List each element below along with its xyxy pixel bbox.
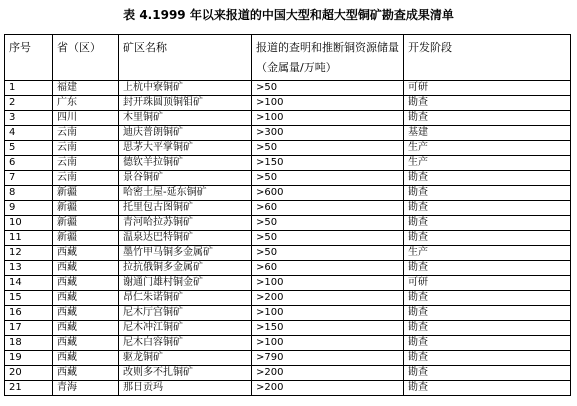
cell-reserves: >50 xyxy=(252,246,404,261)
cell-mine-name: 托里包古图铜矿 xyxy=(119,201,252,216)
header-reserves: 报道的查明和推断铜资源储量（金属量/万吨） xyxy=(252,35,404,81)
cell-index: 16 xyxy=(5,306,53,321)
cell-mine-name: 尼木厅宫铜矿 xyxy=(119,306,252,321)
table-row xyxy=(5,321,571,336)
table-row xyxy=(5,276,571,291)
table-title: 表 4.1999 年以来报道的中国大型和超大型铜矿勘查成果清单 xyxy=(123,8,454,22)
cell-mine-name: 那日贡玛 xyxy=(119,381,252,396)
cell-mine-name: 温泉达巴特铜矿 xyxy=(119,231,252,246)
cell-stage: 勘查 xyxy=(404,336,571,351)
cell-province: 新疆 xyxy=(53,201,119,216)
cell-stage: 勘查 xyxy=(404,261,571,276)
cell-mine-name: 驱龙铜矿 xyxy=(119,351,252,366)
cell-mine-name: 拉抗俄铜多金属矿 xyxy=(119,261,252,276)
cell-reserves: >50 xyxy=(252,81,404,96)
cell-reserves: >100 xyxy=(252,336,404,351)
cell-reserves: >200 xyxy=(252,291,404,306)
cell-province: 西藏 xyxy=(53,246,119,261)
cell-mine-name: 木里铜矿 xyxy=(119,111,252,126)
cell-mine-name: 墨竹甲马铜多金属矿 xyxy=(119,246,252,261)
table-row xyxy=(5,381,571,396)
cell-index: 20 xyxy=(5,366,53,381)
cell-stage: 勘查 xyxy=(404,216,571,231)
cell-index: 19 xyxy=(5,351,53,366)
cell-index: 14 xyxy=(5,276,53,291)
cell-mine-name: 尼木冲江铜矿 xyxy=(119,321,252,336)
table-row xyxy=(5,231,571,246)
cell-mine-name: 青河哈拉苏铜矿 xyxy=(119,216,252,231)
cell-province: 云南 xyxy=(53,171,119,186)
cell-stage: 生产 xyxy=(404,141,571,156)
table-row xyxy=(5,126,571,141)
cell-reserves: >300 xyxy=(252,126,404,141)
cell-stage: 勘查 xyxy=(404,351,571,366)
cell-province: 西藏 xyxy=(53,261,119,276)
cell-stage: 勘查 xyxy=(404,201,571,216)
cell-stage: 勘查 xyxy=(404,381,571,396)
table-row xyxy=(5,366,571,381)
cell-province: 西藏 xyxy=(53,351,119,366)
cell-province: 云南 xyxy=(53,126,119,141)
cell-mine-name: 尼木白容铜矿 xyxy=(119,336,252,351)
cell-reserves: >200 xyxy=(252,366,404,381)
cell-index: 5 xyxy=(5,141,53,156)
cell-reserves: >600 xyxy=(252,186,404,201)
header-row xyxy=(5,35,571,81)
cell-mine-name: 思茅大平掌铜矿 xyxy=(119,141,252,156)
cell-mine-name: 封开珠圆顶铜钼矿 xyxy=(119,96,252,111)
table-row xyxy=(5,351,571,366)
table-row xyxy=(5,186,571,201)
cell-index: 7 xyxy=(5,171,53,186)
cell-reserves: >200 xyxy=(252,381,404,396)
cell-reserves: >150 xyxy=(252,156,404,171)
cell-mine-name: 谢通门雄村铜金矿 xyxy=(119,276,252,291)
table-row xyxy=(5,291,571,306)
table-row xyxy=(5,141,571,156)
cell-reserves: >790 xyxy=(252,351,404,366)
cell-index: 21 xyxy=(5,381,53,396)
cell-province: 新疆 xyxy=(53,186,119,201)
cell-stage: 勘查 xyxy=(404,96,571,111)
cell-stage: 生产 xyxy=(404,156,571,171)
cell-index: 4 xyxy=(5,126,53,141)
cell-reserves: >100 xyxy=(252,111,404,126)
table-row xyxy=(5,111,571,126)
cell-province: 福建 xyxy=(53,81,119,96)
table-row xyxy=(5,336,571,351)
cell-reserves: >100 xyxy=(252,276,404,291)
cell-index: 1 xyxy=(5,81,53,96)
cell-index: 15 xyxy=(5,291,53,306)
cell-province: 西藏 xyxy=(53,321,119,336)
cell-reserves: >50 xyxy=(252,171,404,186)
cell-index: 12 xyxy=(5,246,53,261)
cell-province: 新疆 xyxy=(53,216,119,231)
cell-index: 9 xyxy=(5,201,53,216)
table-row xyxy=(5,246,571,261)
cell-province: 云南 xyxy=(53,141,119,156)
cell-reserves: >100 xyxy=(252,96,404,111)
table-row xyxy=(5,261,571,276)
cell-stage: 基建 xyxy=(404,126,571,141)
cell-reserves: >50 xyxy=(252,141,404,156)
cell-mine-name: 上杭中寮铜矿 xyxy=(119,81,252,96)
cell-reserves: >50 xyxy=(252,231,404,246)
header-mine: 矿区名称 xyxy=(119,35,252,81)
table-row xyxy=(5,81,571,96)
cell-stage: 勘查 xyxy=(404,306,571,321)
cell-province: 云南 xyxy=(53,156,119,171)
table-row xyxy=(5,156,571,171)
table-row xyxy=(5,201,571,216)
header-index: 序号 xyxy=(5,35,53,81)
cell-reserves: >60 xyxy=(252,261,404,276)
cell-province: 青海 xyxy=(53,381,119,396)
cell-province: 广东 xyxy=(53,96,119,111)
cell-stage: 勘查 xyxy=(404,291,571,306)
cell-stage: 勘查 xyxy=(404,111,571,126)
cell-reserves: >60 xyxy=(252,201,404,216)
cell-index: 10 xyxy=(5,216,53,231)
cell-mine-name: 景谷铜矿 xyxy=(119,171,252,186)
cell-province: 西藏 xyxy=(53,276,119,291)
cell-reserves: >150 xyxy=(252,321,404,336)
cell-province: 西藏 xyxy=(53,291,119,306)
copper-mine-table xyxy=(4,34,571,396)
cell-stage: 勘查 xyxy=(404,366,571,381)
table-row xyxy=(5,306,571,321)
cell-index: 17 xyxy=(5,321,53,336)
cell-index: 2 xyxy=(5,96,53,111)
cell-reserves: >50 xyxy=(252,216,404,231)
cell-index: 18 xyxy=(5,336,53,351)
cell-mine-name: 迪庆普朗铜矿 xyxy=(119,126,252,141)
cell-index: 3 xyxy=(5,111,53,126)
cell-index: 6 xyxy=(5,156,53,171)
cell-province: 西藏 xyxy=(53,366,119,381)
cell-stage: 可研 xyxy=(404,81,571,96)
header-province: 省（区） xyxy=(53,35,119,81)
cell-province: 四川 xyxy=(53,111,119,126)
cell-stage: 勘查 xyxy=(404,231,571,246)
cell-stage: 生产 xyxy=(404,246,571,261)
cell-province: 西藏 xyxy=(53,336,119,351)
cell-index: 13 xyxy=(5,261,53,276)
cell-province: 新疆 xyxy=(53,231,119,246)
cell-province: 西藏 xyxy=(53,306,119,321)
cell-reserves: >100 xyxy=(252,306,404,321)
cell-mine-name: 哈密土屋-延东铜矿 xyxy=(119,186,252,201)
cell-index: 11 xyxy=(5,231,53,246)
table-row xyxy=(5,216,571,231)
cell-mine-name: 德钦羊拉铜矿 xyxy=(119,156,252,171)
cell-mine-name: 昂仁朱诺铜矿 xyxy=(119,291,252,306)
cell-stage: 可研 xyxy=(404,276,571,291)
cell-index: 8 xyxy=(5,186,53,201)
cell-stage: 勘查 xyxy=(404,321,571,336)
cell-stage: 勘查 xyxy=(404,186,571,201)
cell-stage: 勘查 xyxy=(404,171,571,186)
table-row xyxy=(5,96,571,111)
cell-mine-name: 改则多不扎铜矿 xyxy=(119,366,252,381)
table-row xyxy=(5,171,571,186)
header-stage: 开发阶段 xyxy=(404,35,571,81)
